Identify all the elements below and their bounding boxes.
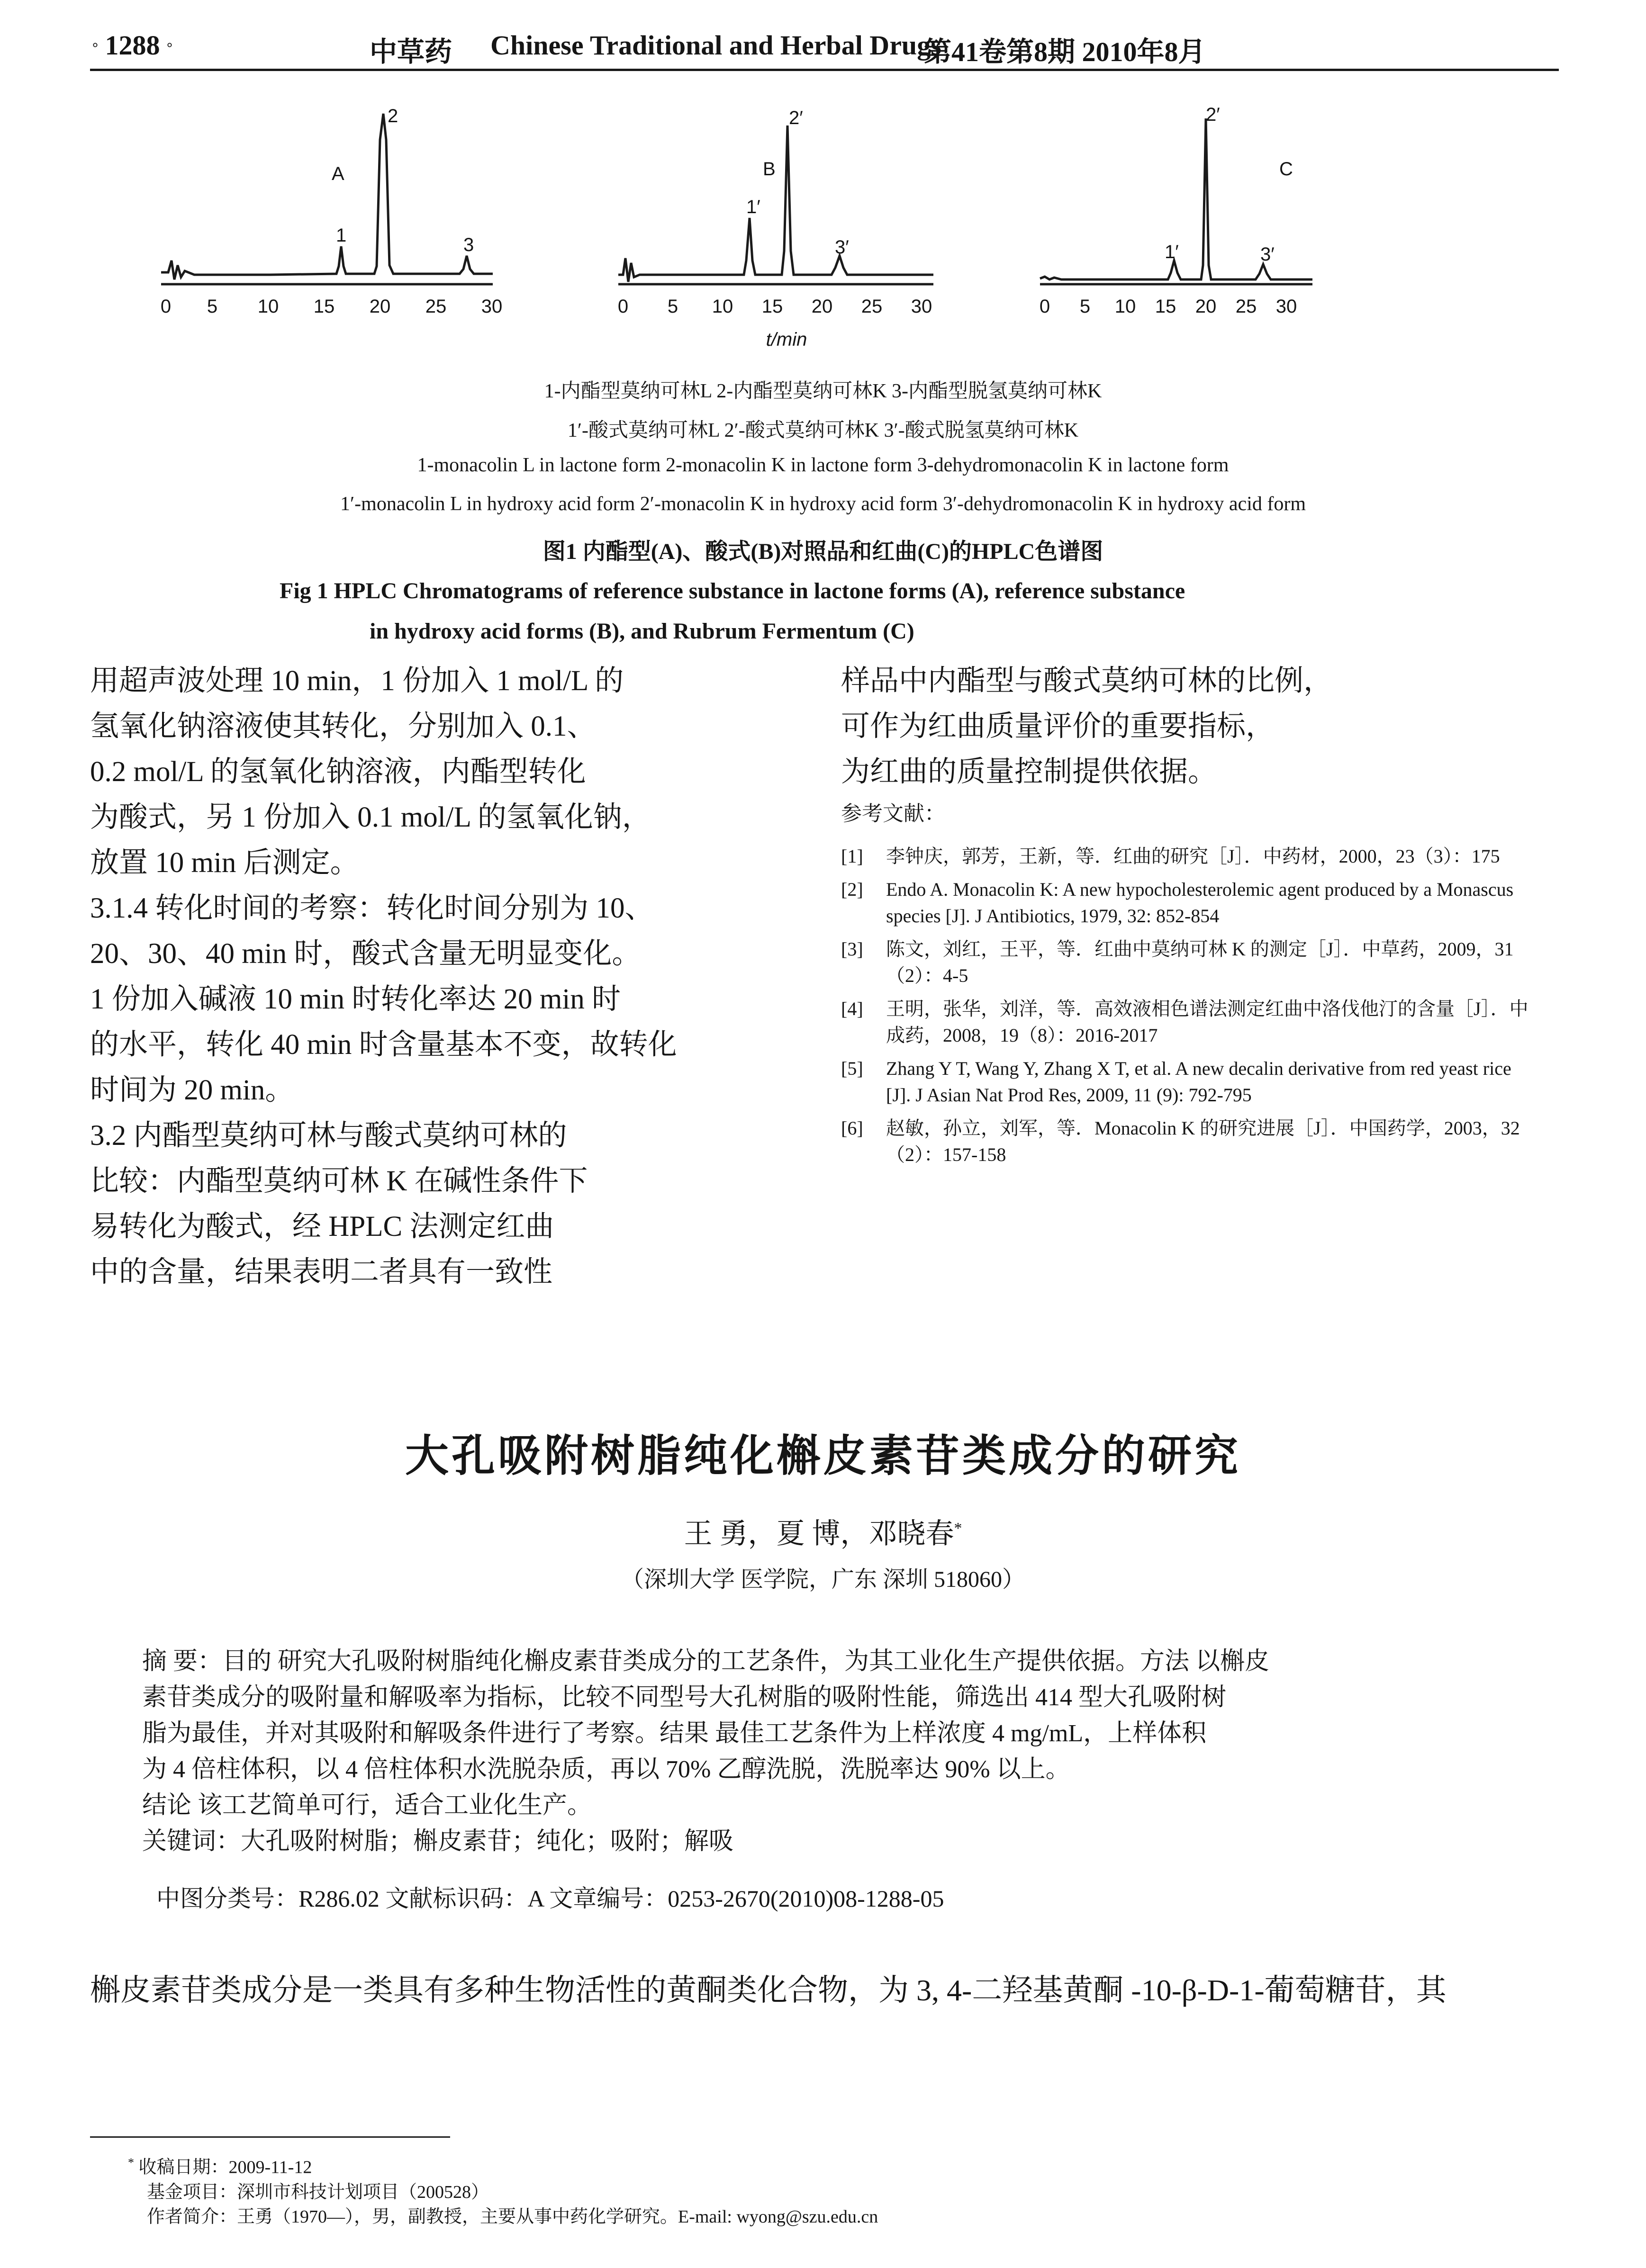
abstract-line: 脂为最佳，并对其吸附和解吸条件进行了考察。结果 最佳工艺条件为上样浓度 4 mg/mL，上样体积 (142, 1720, 1207, 1747)
body-line: 20、30、40 min 时，酸式含量无明显变化。 (90, 938, 641, 970)
tick-b-20: 20 (811, 296, 833, 317)
panel-b-letter: B (763, 159, 776, 180)
tick-a-0: 0 (160, 296, 172, 317)
tick-b-30: 30 (911, 296, 932, 317)
tick-c-30: 30 (1275, 296, 1297, 317)
reference-item: [4] 王明，张华，刘洋，等．高效液相色谱法测定红曲中洛伐他汀的含量［J］．中成药，2008，19（8）：2016-2017 (841, 998, 1528, 1046)
body-line: 样品中内酯型与酸式莫纳可林的比例， (841, 665, 1333, 697)
figure-legend-cn-2: 1′-酸式莫纳可林L 2′-酸式莫纳可林K 3′-酸式脱氢莫纳可林K (567, 420, 1079, 441)
article-classification: 中图分类号：R286.02 文献标识码：A 文章编号：0253-2670(2010)08-1288-05 (156, 1885, 944, 1912)
abstract-line: 关键词：大孔吸附树脂；槲皮素苷；纯化；吸附；解吸 (142, 1828, 734, 1855)
tick-a-5: 5 (207, 296, 218, 317)
references-list (841, 843, 1530, 1175)
footnote-rule (90, 2136, 450, 2138)
footnote-mark: * (128, 2156, 134, 2169)
journal-issue: 第41卷第8期 2010年8月 (924, 36, 1206, 67)
body-line: 3.1.4 转化时间的考察：转化时间分别为 10、 (90, 892, 654, 924)
figure-legend-cn-1: 1-内酯型莫纳可林L 2-内酯型莫纳可林K 3-内酯型脱氢莫纳可林K (544, 380, 1102, 402)
panel-b-peak-3: 3′ (835, 237, 849, 258)
header-rule (90, 69, 1559, 71)
footnote-fund: 基金项目：深圳市科技计划项目（200528） (147, 2182, 489, 2202)
reference-item: [3] 陈文，刘红，王平，等．红曲中莫纳可林 K 的测定［J］．中草药，2009，31（2）：4-5 (841, 938, 1514, 986)
figure-legend-en-2: 1′-monacolin L in hydroxy acid form 2′-monacolin K in hydroxy acid form 3′-dehydromonacolin K in hydroxy acid form (340, 493, 1306, 515)
reference-item: [2] Endo A. Monacolin K: A new hypocholesterolemic agent produced by a Monascus species [J]. J Antibiotics, 1979, 32: 852-854 (841, 879, 1514, 927)
references-heading: 参考文献： (841, 802, 945, 825)
reference-item: [1] 李钟庆，郭芳，王新，等．红曲的研究［J］．中药材，2000，23（3）：175 (841, 846, 1500, 867)
body-line: 时间为 20 min。 (90, 1074, 294, 1106)
body-line: 为酸式，另 1 份加入 0.1 mol/L 的氢氧化钠， (90, 801, 651, 833)
trace-panel-a (161, 114, 493, 279)
panel-c-peak-1: 1′ (1165, 242, 1179, 262)
page-number: ° 1288 ° (92, 30, 172, 61)
tick-a-10: 10 (257, 296, 279, 317)
footnotes (128, 2151, 1549, 2229)
article-authors: 王 勇，夏 博，邓晓春* (684, 1518, 962, 1549)
journal-title-en: Chinese Traditional and Herbal Drugs (490, 30, 941, 61)
article-abstract (142, 1644, 1516, 1860)
author-mark: * (954, 1520, 962, 1537)
figure-legend-en-1: 1-monacolin L in lactone form 2-monacolin K in lactone form 3-dehydromonacolin K in lactone form (417, 454, 1229, 476)
axis-title: t/min (766, 329, 807, 350)
hplc-chromatogram-figure (156, 95, 1436, 365)
tick-b-25: 25 (861, 296, 883, 317)
footnote-bio: 作者简介：王勇（1970—），男，副教授，主要从事中药化学研究。E-mail: wyong@szu.edu.cn (147, 2206, 878, 2227)
tick-c-10: 10 (1114, 296, 1136, 317)
body-line: 0.2 mol/L 的氢氧化钠溶液，内酯型转化 (90, 756, 586, 788)
body-right-column (841, 658, 1530, 833)
body-line: 比较：内酯型莫纳可林 K 在碱性条件下 (90, 1165, 588, 1197)
body-left-column (90, 658, 805, 1295)
body-line: 的水平，转化 40 min 时含量基本不变，故转化 (90, 1029, 677, 1061)
abstract-line: 摘 要：目的 研究大孔吸附树脂纯化槲皮素苷类成分的工艺条件，为其工业化生产提供依据。方法 以槲皮 (142, 1648, 1270, 1675)
body-line: 1 份加入碱液 10 min 时转化率达 20 min 时 (90, 983, 621, 1015)
body-line: 放置 10 min 后测定。 (90, 847, 359, 879)
tick-c-15: 15 (1155, 296, 1176, 317)
panel-a-peak-3: 3 (463, 234, 474, 255)
figure-caption-en-1: Fig 1 HPLC Chromatograms of reference substance in lactone forms (A), reference substance (280, 578, 1185, 603)
body-line: 氢氧化钠溶液使其转化，分别加入 0.1、 (90, 711, 596, 742)
article-title: 大孔吸附树脂纯化槲皮素苷类成分的研究 (405, 1432, 1241, 1480)
panel-b-peak-1: 1′ (746, 197, 760, 217)
tick-c-25: 25 (1235, 296, 1257, 317)
tick-c-20: 20 (1195, 296, 1217, 317)
reference-item: [5] Zhang Y T, Wang Y, Zhang X T, et al. A new decalin derivative from red yeast rice [J]. J Asian Nat Prod Res, 2009, 11 (9): 792-795 (841, 1058, 1511, 1106)
panel-c-letter: C (1279, 159, 1293, 180)
body-line: 中的含量，结果表明二者具有一致性 (90, 1256, 553, 1288)
article-intro-line: 槲皮素苷类成分是一类具有多种生物活性的黄酮类化合物，为 3, 4-二羟基黄酮 -10-β-D-1-葡萄糖苷，其 (90, 1973, 1447, 2007)
panel-a-peak-1: 1 (336, 225, 347, 246)
trace-panel-b (618, 126, 933, 282)
tick-b-15: 15 (761, 296, 783, 317)
panel-b-peak-2: 2′ (789, 108, 803, 128)
footnote-received: 收稿日期：2009-11-12 (138, 2157, 312, 2178)
tick-b-0: 0 (617, 296, 629, 317)
panel-a-peak-2: 2 (388, 106, 398, 126)
tick-a-20: 20 (369, 296, 391, 317)
reference-item: [6] 赵敏，孙立，刘军，等．Monacolin K 的研究进展［J］．中国药学，2003，32（2）：157-158 (841, 1117, 1520, 1165)
tick-a-25: 25 (425, 296, 447, 317)
abstract-line: 为 4 倍柱体积，以 4 倍柱体积水洗脱杂质，再以 70% 乙醇洗脱，洗脱率达 90% 以上。 (142, 1756, 1070, 1783)
tick-b-10: 10 (712, 296, 733, 317)
abstract-line: 素苷类成分的吸附量和解吸率为指标，比较不同型号大孔树脂的吸附性能，筛选出 414 型大孔吸附树 (142, 1684, 1227, 1711)
tick-b-5: 5 (667, 296, 678, 317)
figure-caption-en-2: in hydroxy acid forms (B), and Rubrum Fermentum (C) (370, 619, 914, 644)
figure-caption-cn: 图1 内酯型(A)、酸式(B)对照品和红曲(C)的HPLC色谱图 (543, 539, 1103, 564)
article-affiliation: （深圳大学 医学院，广东 深圳 518060） (621, 1567, 1025, 1592)
body-line: 3.2 内酯型莫纳可林与酸式莫纳可林的 (90, 1120, 567, 1152)
panel-c-peak-2: 2′ (1206, 104, 1220, 125)
panel-a-letter: A (332, 163, 344, 184)
abstract-line: 结论 该工艺简单可行，适合工业化生产。 (142, 1792, 592, 1819)
tick-c-0: 0 (1039, 296, 1050, 317)
body-line: 易转化为酸式，经 HPLC 法测定红曲 (90, 1211, 554, 1242)
tick-a-30: 30 (481, 296, 503, 317)
tick-c-5: 5 (1079, 296, 1091, 317)
body-line: 可作为红曲质量评价的重要指标， (841, 711, 1275, 742)
journal-title-cn: 中草药 (370, 36, 452, 67)
panel-c-peak-3: 3′ (1260, 244, 1275, 265)
body-line: 用超声波处理 10 min，1 份加入 1 mol/L 的 (90, 665, 624, 697)
tick-a-15: 15 (313, 296, 335, 317)
body-line: 为红曲的质量控制提供依据。 (841, 756, 1217, 788)
